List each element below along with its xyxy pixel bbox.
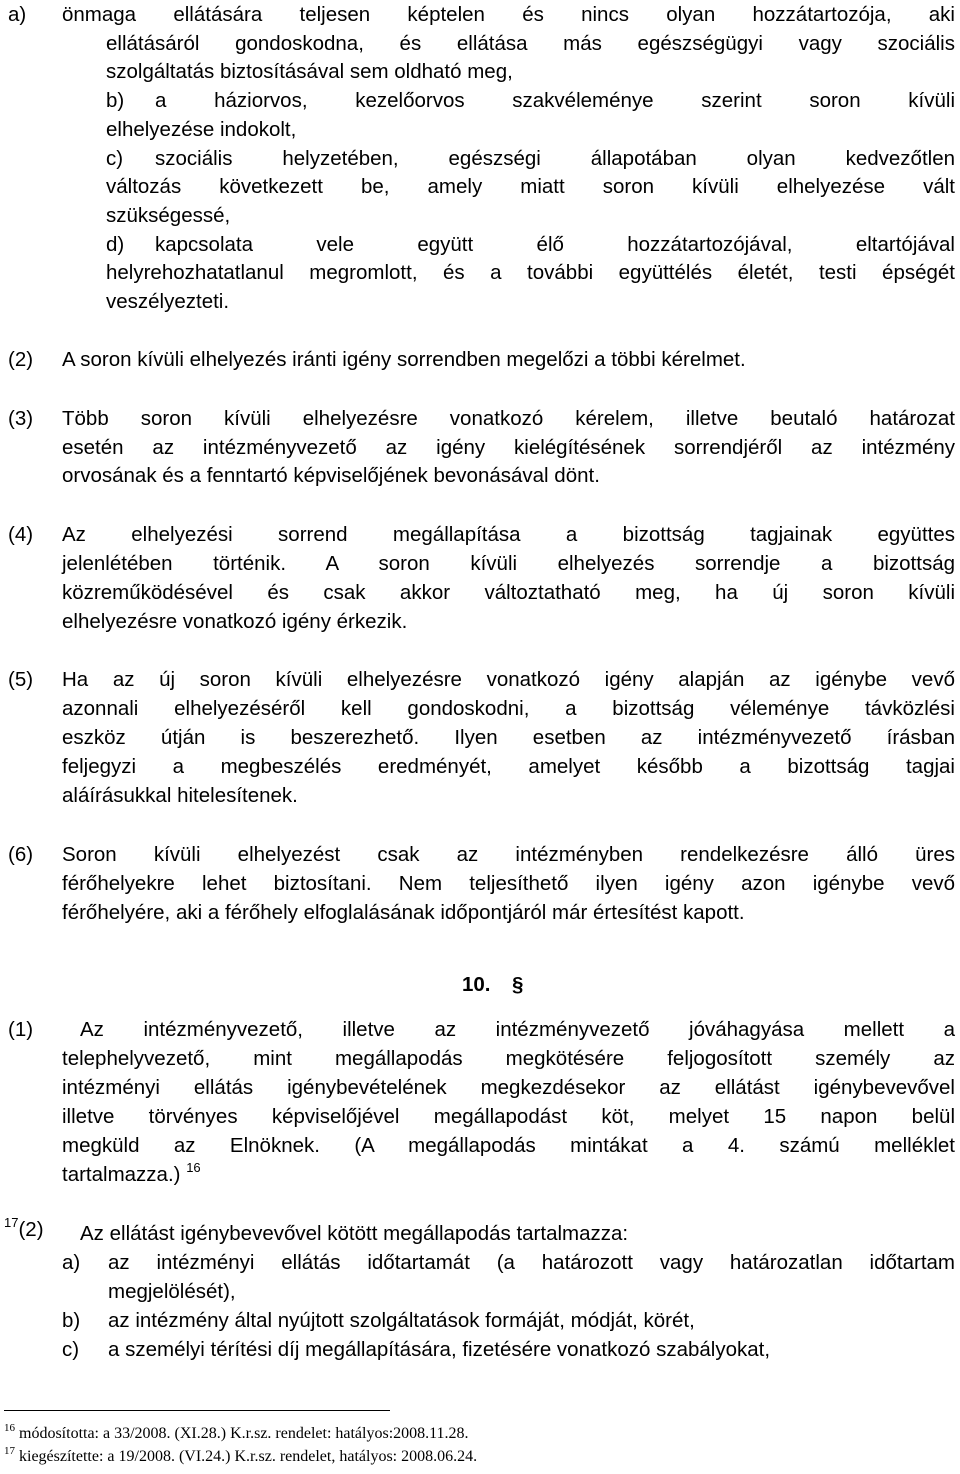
paragraph-line: elhelyezésre vonatkozó igény érkezik.: [62, 610, 408, 633]
paragraph-line: megküld az Elnöknek. (A megállapodás mintákat a 4. számú melléklet: [62, 1134, 955, 1157]
footnote-number: 17: [4, 1445, 15, 1457]
paragraph-line: orvosának és a fenntartó képviselőjének bevonásával dönt.: [62, 464, 600, 487]
paragraph-line: közreműködésével és csak akkor változtatható meg, ha új soron kívüli: [62, 581, 955, 604]
footnote-text: módosította: a 33/2008. (XI.28.) K.r.sz. rendelet: hatályos:2008.11.28.: [19, 1425, 469, 1442]
paragraph-number-wrap: [4, 1215, 44, 1241]
paragraph-number: (4): [8, 523, 34, 546]
paragraph-line: Az ellátást igénybevevővel kötött megállapodás tartalmazza:: [80, 1222, 629, 1245]
paragraph-number: (1): [8, 1018, 34, 1041]
item-label: c): [62, 1338, 80, 1361]
paragraph-line-text: tartalmazza.): [62, 1163, 181, 1186]
footnote-text: kiegészítette: a 19/2008. (VI.24.) K.r.sz. rendelet, hatályos: 2008.06.24.: [19, 1448, 478, 1465]
paragraph-line: Több soron kívüli elhelyezésre vonatkozó kérelem, illetve beutaló határozat: [62, 407, 955, 430]
paragraph-line: [62, 1160, 201, 1186]
footnote-separator: [4, 1410, 390, 1411]
paragraph-line: Soron kívüli elhelyezést csak az intézményben rendelkezésre álló üres: [62, 843, 955, 866]
section-number: 10.: [462, 973, 491, 996]
paragraph-line: Az elhelyezési sorrend megállapítása a bizottság tagjainak együttes: [62, 523, 955, 546]
footnote-reference[interactable]: 16: [186, 1160, 201, 1175]
item-line: a háziorvos, kezelőorvos szakvéleménye szerint soron kívüli: [155, 89, 955, 112]
paragraph-line: férőhelyére, aki a férőhely elfoglalásának időpontjáról már értesítést kapott.: [62, 901, 745, 924]
item-line: a személyi térítési díj megállapítására, fizetésére vonatkozó szabályokat,: [108, 1338, 771, 1361]
paragraph-line: Az intézményvezető, illetve az intézményvezető jóváhagyása mellett a: [80, 1018, 955, 1041]
section-symbol: §: [512, 973, 524, 996]
item-line: szükségessé,: [106, 204, 231, 227]
footnote: [4, 1422, 469, 1442]
paragraph-number: (2): [18, 1218, 44, 1241]
item-line: helyrehozhatatlanul megromlott, és a további együttélés életét, testi épségét: [106, 261, 955, 284]
paragraph-number: (2): [8, 348, 34, 371]
paragraph-line: férőhelyekre lehet biztosítani. Nem teljesíthető ilyen igény azon igénybe vevő: [62, 872, 955, 895]
paragraph-line: eszköz útján is beszerezhető. Ilyen esetben az intézményvezető írásban: [62, 726, 955, 749]
paragraph-line: aláírásukkal hitelesítenek.: [62, 784, 298, 807]
paragraph-number: (6): [8, 843, 34, 866]
item-line: önmaga ellátására teljesen képtelen és nincs olyan hozzátartozója, aki: [62, 3, 955, 26]
item-line: megjelölését),: [108, 1280, 236, 1303]
paragraph-line: jelenlétében történik. A soron kívüli elhelyezés sorrendje a bizottság: [62, 552, 955, 575]
paragraph-line: azonnali elhelyezéséről kell gondoskodni, a bizottság véleménye távközlési: [62, 697, 955, 720]
item-label: b): [62, 1309, 81, 1332]
paragraph-line: A soron kívüli elhelyezés iránti igény sorrendben megelőzi a többi kérelmet.: [62, 348, 746, 371]
item-label: c): [106, 147, 124, 170]
paragraph-line: esetén az intézményvezető az igény kielégítésének sorrendjéről az intézmény: [62, 436, 955, 459]
paragraph-number: (3): [8, 407, 34, 430]
item-line: kapcsolata vele együtt élő hozzátartozójával, eltartójával: [155, 233, 955, 256]
item-label: a): [62, 1251, 81, 1274]
footnote-reference[interactable]: 17: [4, 1215, 19, 1230]
item-line: szolgáltatás biztosításával sem oldható meg,: [106, 60, 513, 83]
paragraph-line: feljegyzi a megbeszélés eredményét, amelyet később a bizottság tagjai: [62, 755, 955, 778]
item-line: ellátásáról gondoskodna, és ellátása más egészségügyi vagy szociális: [106, 32, 955, 55]
item-line: változás következett be, amely miatt soron kívüli elhelyezése vált: [106, 175, 955, 198]
paragraph-line: Ha az új soron kívüli elhelyezésre vonatkozó igény alapján az igénybe vevő: [62, 668, 955, 691]
paragraph-line: intézményi ellátás igénybevételének megkezdésekor az ellátást igénybevevővel: [62, 1076, 955, 1099]
item-line: szociális helyzetében, egészségi állapotában olyan kedvezőtlen: [155, 147, 955, 170]
item-label: d): [106, 233, 125, 256]
item-line: az intézmény által nyújtott szolgáltatások formáját, módját, körét,: [108, 1309, 695, 1332]
item-line: az intézményi ellátás időtartamát (a határozott vagy határozatlan időtartam: [108, 1251, 955, 1274]
item-line: veszélyezteti.: [106, 290, 230, 313]
item-label: a): [8, 3, 27, 26]
footnote-number: 16: [4, 1422, 15, 1434]
item-line: elhelyezése indokolt,: [106, 118, 297, 141]
paragraph-line: illetve törvényes képviselőjével megállapodást köt, melyet 15 napon belül: [62, 1105, 955, 1128]
paragraph-line: telephelyvezető, mint megállapodás megkötésére feljogosított személy az: [62, 1047, 955, 1070]
paragraph-number: (5): [8, 668, 34, 691]
footnote: [4, 1445, 478, 1465]
item-label: b): [106, 89, 125, 112]
